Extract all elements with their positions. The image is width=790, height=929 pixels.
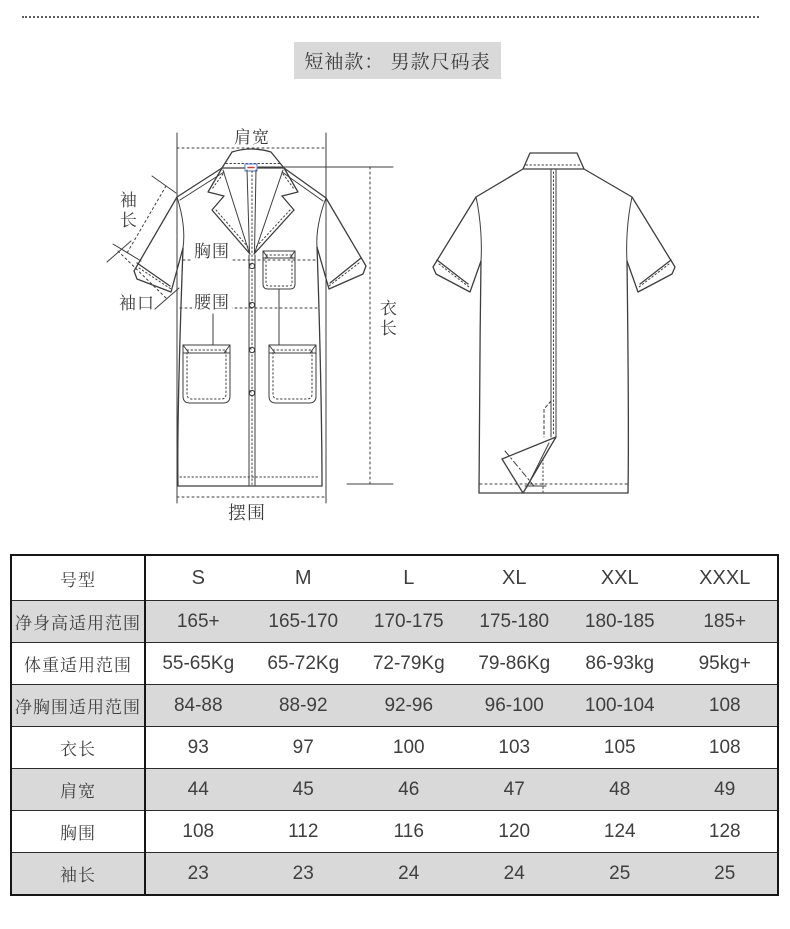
size-table-row-label: 衣长: [11, 727, 145, 769]
size-table-cell: 49: [673, 769, 779, 811]
size-table-cell: 25: [567, 853, 673, 896]
shoulder-width-label: 肩宽: [234, 128, 270, 147]
neck-label-tag: [245, 164, 257, 171]
size-table-cell: 175-180: [462, 601, 568, 643]
size-table-cell: 124: [567, 811, 673, 853]
size-table-row: [11, 727, 778, 769]
size-table-row-label: 袖长: [11, 853, 145, 896]
size-table-cell: 84-88: [145, 685, 251, 727]
section-title-text: 短袖款： 男款尺码表: [304, 52, 491, 73]
size-table-cell: 96-100: [462, 685, 568, 727]
size-table-cell: 92-96: [356, 685, 462, 727]
size-table-cell: 180-185: [567, 601, 673, 643]
size-table-cell: 105: [567, 727, 673, 769]
sleeve-length-label: 袖长: [116, 191, 136, 231]
size-table-cell: 93: [145, 727, 251, 769]
size-table-head: [11, 555, 778, 601]
size-table-cell: 86-93kg: [567, 643, 673, 685]
section-divider: [22, 16, 759, 18]
size-table-header-cell: L: [356, 555, 462, 601]
size-table-cell: 65-72Kg: [251, 643, 357, 685]
front-dimension-lines: [107, 133, 396, 503]
size-table-cell: 55-65Kg: [145, 643, 251, 685]
size-table-row: [11, 685, 778, 727]
size-table-header-cell: S: [145, 555, 251, 601]
size-table-cell: 23: [145, 853, 251, 896]
chest-girth-label: 胸围: [194, 242, 230, 261]
size-table-cell: 112: [251, 811, 357, 853]
size-table-row-label: 净身高适用范围: [11, 601, 145, 643]
size-table-cell: 103: [462, 727, 568, 769]
garment-length-label: 衣长: [376, 299, 396, 339]
size-table: [10, 554, 779, 896]
back-view-drawing: [433, 153, 675, 493]
size-table-cell: 24: [462, 853, 568, 896]
size-table-cell: 100: [356, 727, 462, 769]
size-table-cell: 116: [356, 811, 462, 853]
size-table-row: [11, 769, 778, 811]
size-table-cell: 23: [251, 853, 357, 896]
size-table-header-cell: XXL: [567, 555, 673, 601]
cuff-label: 袖口: [119, 294, 155, 313]
front-view-drawing: [134, 149, 366, 486]
size-table-cell: 185+: [673, 601, 779, 643]
size-table-row: [11, 853, 778, 896]
size-table-row: [11, 811, 778, 853]
size-table-cell: 165-170: [251, 601, 357, 643]
size-table-cell: 47: [462, 769, 568, 811]
size-table-cell: 170-175: [356, 601, 462, 643]
size-table-row: [11, 601, 778, 643]
size-table-cell: 165+: [145, 601, 251, 643]
size-table-header-cell: XL: [462, 555, 568, 601]
size-table-cell: 46: [356, 769, 462, 811]
size-table-cell: 120: [462, 811, 568, 853]
size-table-row-label: 肩宽: [11, 769, 145, 811]
size-table-cell: 24: [356, 853, 462, 896]
size-table-header-row: [11, 555, 778, 601]
size-table-header-label: 号型: [11, 555, 145, 601]
size-table-cell: 25: [673, 853, 779, 896]
size-table-body: [11, 601, 778, 896]
waist-girth-label: 腰围: [194, 293, 230, 312]
front-buttons: [249, 263, 255, 395]
size-table-cell: 79-86Kg: [462, 643, 568, 685]
size-table-row: [11, 643, 778, 685]
size-table-cell: 95kg+: [673, 643, 779, 685]
size-table-cell: 48: [567, 769, 673, 811]
size-table-cell: 72-79Kg: [356, 643, 462, 685]
section-title: [294, 42, 501, 79]
size-table-row-label: 净胸围适用范围: [11, 685, 145, 727]
size-table-header-cell: XXXL: [673, 555, 779, 601]
size-table-cell: 108: [673, 727, 779, 769]
size-table-header-cell: M: [251, 555, 357, 601]
hem-width-label: 摆围: [228, 503, 266, 523]
size-table-cell: 128: [673, 811, 779, 853]
size-table-cell: 108: [145, 811, 251, 853]
size-table-cell: 97: [251, 727, 357, 769]
size-table-row-label: 胸围: [11, 811, 145, 853]
size-table-cell: 100-104: [567, 685, 673, 727]
size-table-cell: 45: [251, 769, 357, 811]
size-table-cell: 108: [673, 685, 779, 727]
size-table-cell: 44: [145, 769, 251, 811]
size-table-cell: 88-92: [251, 685, 357, 727]
size-table-row-label: 体重适用范围: [11, 643, 145, 685]
